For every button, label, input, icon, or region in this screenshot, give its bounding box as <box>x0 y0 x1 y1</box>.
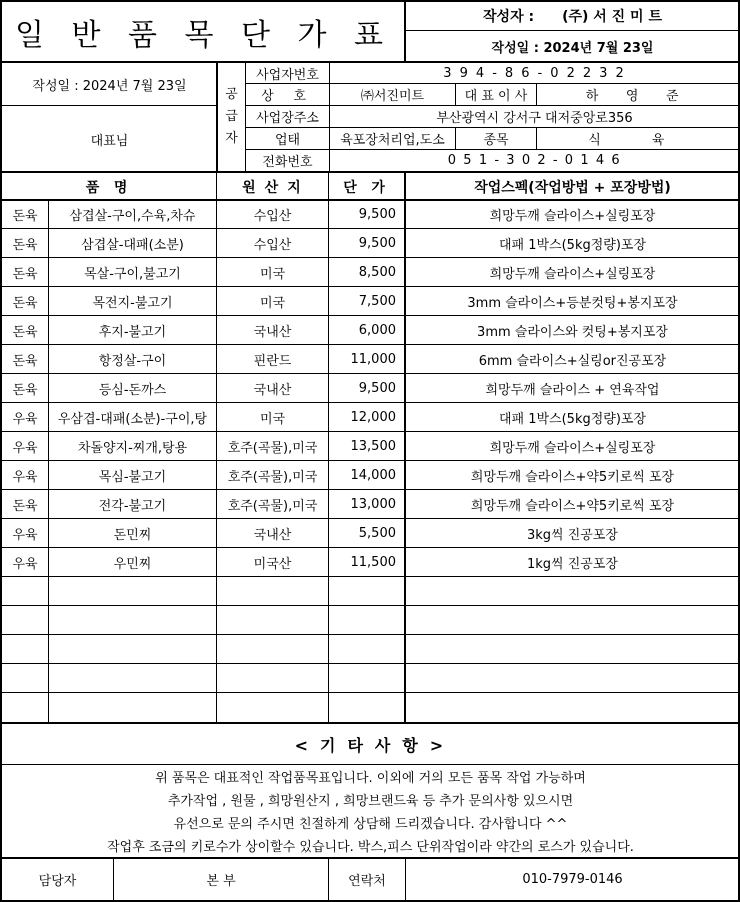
cell-spec: 희망두깨 슬라이스+실링포장 <box>489 266 656 282</box>
business-type-value: 육포장처리업,도소 <box>340 133 445 148</box>
cell-price: 6,000 <box>358 322 396 338</box>
divider <box>216 172 217 722</box>
cell-spec: 희망두깨 슬라이스+실링포장 <box>489 440 656 456</box>
divider <box>0 722 740 724</box>
divider <box>245 149 739 150</box>
divider <box>328 858 329 901</box>
cell-type: 우육 <box>12 440 38 456</box>
divider <box>0 764 740 765</box>
cell-product-name: 목심-불고기 <box>98 469 167 485</box>
cell-price: 9,500 <box>358 206 396 222</box>
cell-type: 돈육 <box>12 295 38 311</box>
cell-origin: 국내산 <box>253 324 292 340</box>
row-divider <box>0 257 740 258</box>
cell-origin: 미국 <box>259 295 286 311</box>
header-origin: 원 산 지 <box>242 179 303 196</box>
cell-spec: 희망두깨 슬라이스+약5키로씩 포장 <box>470 498 675 514</box>
cell-origin: 미국 <box>259 266 286 282</box>
cell-product-name: 후지-불고기 <box>98 324 167 340</box>
ceo-value: 하 영 준 <box>585 89 691 104</box>
ceo-label: 대 표 이 사 <box>464 89 528 104</box>
cell-spec: 희망두깨 슬라이스 + 연육작업 <box>485 382 660 398</box>
cell-type: 돈육 <box>12 237 38 253</box>
cell-product-name: 삼겹살-구이,수육,차슈 <box>69 208 196 224</box>
cell-spec: 1kg씩 진공포장 <box>527 556 618 572</box>
phone-value: 0 5 1 - 3 0 2 - 0 1 4 6 <box>447 153 622 168</box>
divider <box>329 62 330 172</box>
author-block <box>406 2 739 30</box>
row-divider <box>0 518 740 519</box>
header-price: 단 가 <box>343 179 390 196</box>
business-type-label: 업태 <box>274 133 301 148</box>
cell-price: 8,500 <box>358 264 396 280</box>
cell-product-name: 전각-불고기 <box>98 498 167 514</box>
address-value: 부산광역시 강서구 대저중앙로356 <box>436 111 633 126</box>
row-divider <box>0 315 740 316</box>
row-divider <box>0 634 740 635</box>
cell-product-name: 우삼겹-대패(소분)-구이,탕 <box>57 411 208 427</box>
cell-type: 돈육 <box>12 353 38 369</box>
divider <box>216 62 218 172</box>
recipient-addressee: 대표님 <box>90 133 129 149</box>
divider <box>455 127 456 149</box>
cell-price: 14,000 <box>350 467 396 483</box>
notes-line: 추가작업 , 원물 , 희망원산지 , 희망브랜드육 등 추가 문의사항 있으시면 <box>167 793 574 809</box>
cell-origin: 국내산 <box>253 382 292 398</box>
divider <box>536 127 537 149</box>
cell-type: 돈육 <box>12 266 38 282</box>
cell-price: 9,500 <box>358 235 396 251</box>
divider <box>0 171 740 173</box>
cell-product-name: 등심-돈까스 <box>98 382 167 398</box>
cell-price: 13,000 <box>350 496 396 512</box>
cell-origin: 수입산 <box>253 237 292 253</box>
phone-label: 전화번호 <box>262 155 313 170</box>
cell-product-name: 목살-구이,불고기 <box>84 266 181 282</box>
author-label: 작성자 : <box>483 9 535 25</box>
row-divider <box>0 605 740 606</box>
divider <box>245 127 739 128</box>
divider <box>405 30 739 31</box>
cell-spec: 희망두깨 슬라이스+실링포장 <box>489 208 656 224</box>
reg-no-label: 사업자번호 <box>256 67 319 83</box>
cell-price: 11,500 <box>350 554 396 570</box>
row-divider <box>0 547 740 548</box>
address-label: 사업장주소 <box>256 111 319 126</box>
cell-spec: 3mm 슬라이스+등분컷팅+봉지포장 <box>467 295 678 311</box>
row-divider <box>0 460 740 461</box>
divider <box>328 172 329 722</box>
cell-price: 7,500 <box>358 293 396 309</box>
header-date: 작성일 : 2024년 7월 23일 <box>491 40 654 56</box>
cell-origin: 미국 <box>259 411 286 427</box>
divider <box>0 61 740 63</box>
cell-price: 13,500 <box>350 438 396 454</box>
cell-origin: 미국산 <box>253 556 292 572</box>
footer-department: 본 부 <box>206 874 236 889</box>
cell-type: 우육 <box>12 411 38 427</box>
cell-origin: 호주(곡물),미국 <box>227 498 318 514</box>
notes-line: 위 품목은 대표적인 작업품목표입니다. 이외에 거의 모든 품목 작업 가능하며 <box>155 770 586 786</box>
company-name-label: 상 호 <box>261 89 314 104</box>
border <box>0 0 2 902</box>
divider <box>455 83 456 105</box>
divider <box>0 105 217 106</box>
cell-price: 12,000 <box>350 409 396 425</box>
cell-origin: 호주(곡물),미국 <box>227 469 318 485</box>
cell-price: 11,000 <box>350 351 396 367</box>
divider <box>48 200 49 722</box>
cell-type: 우육 <box>12 556 38 572</box>
row-divider <box>0 663 740 664</box>
notes-heading: < 기 타 사 항 > <box>294 735 447 755</box>
cell-origin: 수입산 <box>253 208 292 224</box>
cell-spec: 3mm 슬라이스와 컷팅+봉지포장 <box>477 324 668 340</box>
divider <box>0 857 740 859</box>
divider <box>404 172 406 722</box>
row-divider <box>0 489 740 490</box>
cell-type: 돈육 <box>12 324 38 340</box>
item-value: 식 육 <box>588 133 688 148</box>
cell-spec: 대패 1박스(5kg정량)포장 <box>498 237 647 253</box>
border <box>0 0 740 2</box>
cell-price: 5,500 <box>358 525 396 541</box>
header-spec: 작업스펙(작업방법 + 포장방법) <box>474 179 671 196</box>
supplier-side-label: 공 급 자 <box>225 87 238 146</box>
row-divider <box>0 402 740 403</box>
cell-product-name: 목전지-불고기 <box>92 295 173 311</box>
cell-origin: 호주(곡물),미국 <box>227 440 318 456</box>
cell-origin: 국내산 <box>253 527 292 543</box>
row-divider <box>0 286 740 287</box>
cell-type: 돈육 <box>12 208 38 224</box>
row-divider <box>0 373 740 374</box>
cell-product-name: 삼겹살-대패(소분) <box>81 237 184 253</box>
cell-product-name: 우민찌 <box>113 556 152 572</box>
cell-type: 돈육 <box>12 382 38 398</box>
footer-contact-value: 010-7979-0146 <box>522 872 623 887</box>
cell-spec: 대패 1박스(5kg정량)포장 <box>498 411 647 427</box>
page-title: 일 반 품 목 단 가 표 <box>14 18 393 53</box>
row-divider <box>0 692 740 693</box>
notes-line: 작업후 조금의 키로수가 상이할수 있습니다. 박스,피스 단위작업이라 약간의 로스가 있습니다. <box>107 839 634 855</box>
cell-type: 우육 <box>12 527 38 543</box>
item-label: 종목 <box>483 133 509 148</box>
divider <box>405 858 406 901</box>
recipient-date: 작성일 : 2024년 7월 23일 <box>32 78 187 94</box>
cell-product-name: 돈민찌 <box>113 527 152 543</box>
reg-no-value: 3 9 4 - 8 6 - 0 2 2 3 2 <box>443 65 626 81</box>
cell-type: 우육 <box>12 469 38 485</box>
divider <box>245 105 739 106</box>
row-divider <box>0 576 740 577</box>
header-product: 품 명 <box>85 179 133 196</box>
divider <box>245 62 246 172</box>
cell-spec: 희망두깨 슬라이스+약5키로씩 포장 <box>470 469 675 485</box>
divider <box>245 83 739 84</box>
cell-spec: 3kg씩 진공포장 <box>527 527 618 543</box>
divider <box>0 199 740 201</box>
divider <box>113 858 114 901</box>
notes-line: 유선으로 문의 주시면 친절하게 상담해 드리겠습니다. 감사합니다 ^^ <box>173 816 568 832</box>
author-value: (주) 서 진 미 트 <box>562 9 662 25</box>
cell-product-name: 차돌양지-찌개,탕용 <box>77 440 188 456</box>
row-divider <box>0 228 740 229</box>
divider <box>404 0 406 62</box>
cell-product-name: 항정살-구이 <box>98 353 167 369</box>
row-divider <box>0 344 740 345</box>
cell-origin: 핀란드 <box>253 353 292 369</box>
company-name-value: ㈜서진미트 <box>360 89 425 104</box>
cell-type: 돈육 <box>12 498 38 514</box>
divider <box>536 83 537 105</box>
footer-contact-label: 연락처 <box>348 874 386 889</box>
cell-spec: 6mm 슬라이스+실링or진공포장 <box>478 353 667 369</box>
cell-price: 9,500 <box>358 380 396 396</box>
row-divider <box>0 431 740 432</box>
footer-manager-label: 담당자 <box>38 874 77 889</box>
